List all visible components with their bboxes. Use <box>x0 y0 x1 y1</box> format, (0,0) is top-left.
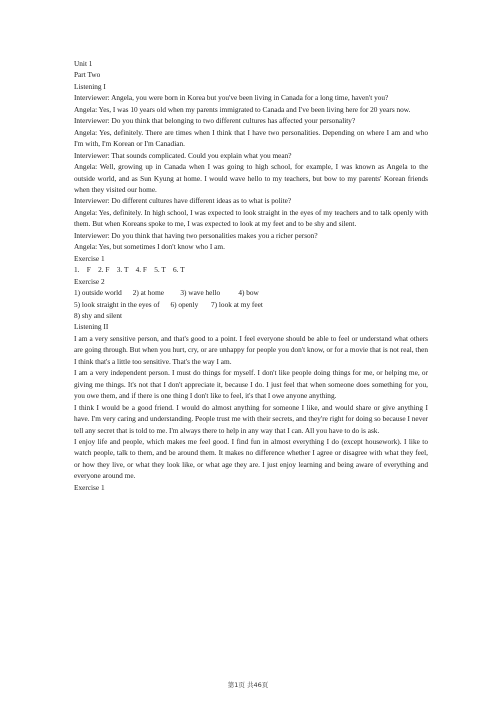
dialogue <box>74 92 428 252</box>
passage-paragraph: I enjoy life and people, which makes me feel good. I find fun in almost everything I do (except housework). I like to watch people, talk to them, and be around them. It makes no difference whether I agree or disagree with what they feel, or how they live, or what they look like, or what age they are. I just enjoy learning and being aware of everything and everyone around me. <box>74 436 428 481</box>
dialogue-line: Interviewer: Do you think that belonging to two different cultures has affected your personality? <box>74 116 356 126</box>
passage-paragraph: I think I would be a good friend. I would do almost anything for someone I like, and would share or give anything I have. I'm very caring and understanding. People trust me with their secrets, and they're right for doing so because I never tell any secret that is told to me. I'm always there to help in any way that I can. All you have to do is ask. <box>74 402 428 435</box>
listening-2-passage <box>74 333 428 482</box>
exercise-1-answers: 1. F 2. F 3. T 4. F 5. T 6. T <box>74 265 185 275</box>
dialogue-line: Interviewer: Do you think that having two personalities makes you a richer person? <box>74 230 318 240</box>
passage-paragraph: I am a very sensitive person, and that's good to a point. I feel everyone should be able to feel or understand what others are going through. But when you hurt, cry, or are unhappy for people you don't know, or for a movie that is not real, then I think that's a little too sensitive. That's the way I am. <box>74 333 428 366</box>
dialogue-line: Angela: Yes, definitely. There are times when I think that I have two personalities. Depending on where I am and who I'm with, I'm Korean or I'm Canadian. <box>74 127 428 149</box>
exercise-2-answer-line: 8) shy and silent <box>74 310 123 320</box>
listening-2-heading: Listening II <box>74 322 109 332</box>
document-body <box>74 58 428 493</box>
exercise-1-heading-b: Exercise 1 <box>74 482 105 492</box>
dialogue-line: Interviewer: That sounds complicated. Could you explain what you mean? <box>74 150 292 160</box>
unit-heading: Unit 1 <box>74 59 93 68</box>
dialogue-line: Angela: Yes, I was 10 years old when my parents immigrated to Canada and I've been living here for 20 years now. <box>74 104 411 114</box>
exercise-1-heading: Exercise 1 <box>74 253 105 263</box>
passage-paragraph: I am a very independent person. I must do things for myself. I don't like people doing things for me, or helping me, or giving me things. It's not that I don't appreciate it, because I do. I just feel that when someone does something for you, you owe them, and if there is one thing I don't like to feel, it's that I owe anyone anything. <box>74 368 428 401</box>
exercise-2-heading: Exercise 2 <box>74 276 105 286</box>
dialogue-line: Angela: Yes, definitely. In high school, I was expected to look straight in the eyes of my teachers and to talk openly with them. But when Koreans spoke to me, I was expected to look at my feet and to be shy and silent. <box>74 207 428 229</box>
part-heading: Part Two <box>74 70 101 80</box>
exercise-2-answer-line: 5) look straight in the eyes of 6) openly 7) look at my feet <box>74 299 263 309</box>
page-footer: 第1页 共46页 <box>227 681 269 689</box>
dialogue-line: Interviewer: Angela, you were born in Korea but you've been living in Canada for a long time, haven't you? <box>74 93 389 103</box>
exercise-2-answer-line: 1) outside world 2) at home 3) wave hello 4) bow <box>74 288 259 298</box>
dialogue-line: Interviewer: Do different cultures have different ideas as to what is polite? <box>74 196 292 206</box>
dialogue-line: Angela: Yes, but sometimes I don't know who I am. <box>74 242 225 252</box>
listening-1-heading: Listening I <box>74 81 106 91</box>
dialogue-line: Angela: Well, growing up in Canada when I was going to high school, for example, I was known as Angela to the outside world, and as Sun Kyung at home. I would wave hello to my teachers, but bow to my parents' Korean friends when they visited our home. <box>74 162 428 194</box>
